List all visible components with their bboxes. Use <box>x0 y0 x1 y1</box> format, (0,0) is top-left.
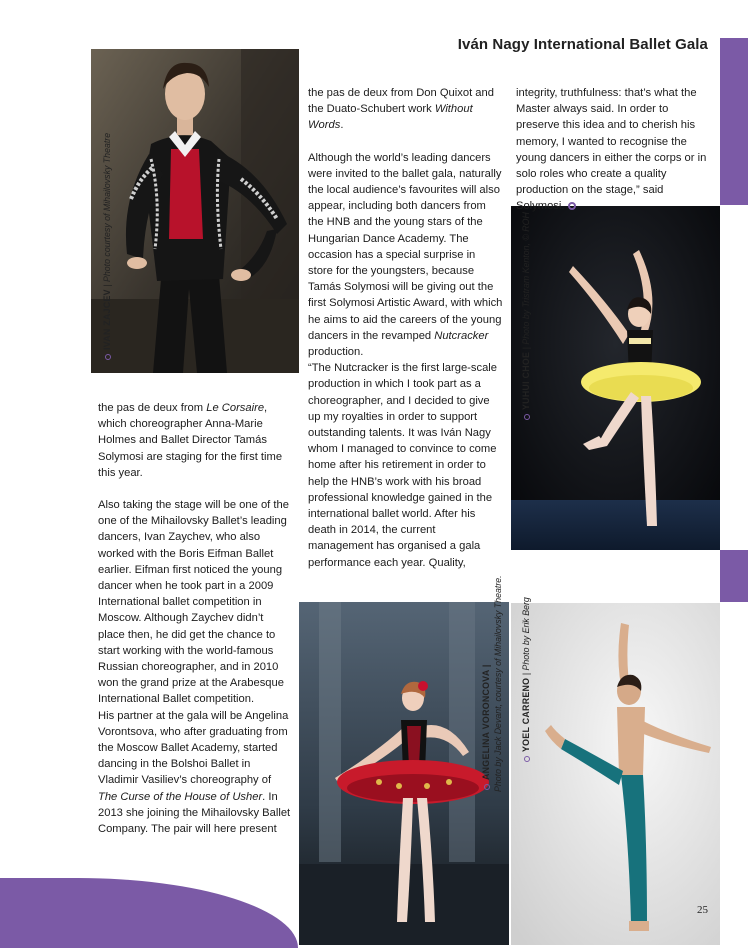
photo-yuhui-choe <box>511 206 720 550</box>
caption-name: IVAN ZAJCEV <box>102 289 112 350</box>
text-span: the pas de deux from Don Quixot and the Duato-Schubert work <box>308 87 494 116</box>
caption-credit: | Photo courtesy of Mihailovsky Theatre <box>102 132 112 290</box>
caption-angelina-credit <box>493 575 504 792</box>
yuhui-choe-illustration <box>511 206 720 550</box>
col1-paragraph-2: Also taking the stage will be one of the one of the Mihailovsky Ballet’s leading dancers, Ivan Zaychev, who also worked with the Boris Eifman Ballet earlier. Eifman first noticed the young dancer when he took part in a 2009 International ballet competition in Moscow. Although Zaychev didn’t place then, he did get the chance to start working with the world-famous Russian choreographer, and in 2010 won the grand prize at the Arabesque International Ballet competition. <box>98 499 289 706</box>
angelina-voroncova-illustration <box>299 602 509 945</box>
accent-bar-top <box>720 38 748 205</box>
text-span: production. <box>308 346 364 359</box>
text-italic: Le Corsaire <box>206 402 265 414</box>
text-span: integrity, truthfulness: that’s what the Master always said. In order to preserve this idea and to cherish his memory, I wanted to recognise the young dancers in either the corps or in solo roles who create a quality production on the stage,” said Solymosi. <box>516 87 707 213</box>
col1-paragraph-3 <box>98 708 291 838</box>
text-italic: Without Words <box>308 103 473 132</box>
col2-paragraph-2 <box>308 150 503 361</box>
col2-paragraph-3: “The Nutcracker is the first large-scale production in which I took part as a choreographer, and I decided to give up my royalties in order to support outstanding talents. It was Iván Nagy whom I managed to convince to come home after his retirement in order to help the HNB’s work with his broad professional knowledge gained in the international ballet world. After his death in 2014, the current management has organised a gala performance each year. Quality, <box>308 362 498 569</box>
yoel-carreno-illustration <box>511 603 720 945</box>
article-column-2 <box>308 85 503 571</box>
text-span: the pas de deux from <box>98 402 207 414</box>
caption-bullet-icon <box>524 414 530 420</box>
page-number: 25 <box>697 904 708 916</box>
text-span: . <box>340 119 344 132</box>
caption-name: ANGELINA VORONCOVA | <box>481 664 491 780</box>
photo-angelina-voroncova <box>299 602 509 945</box>
text-italic: Nutcracker <box>434 329 489 342</box>
accent-corner-shape <box>0 878 298 948</box>
caption-angelina-voroncova <box>481 664 492 790</box>
caption-credit: | Photo by Erik Berg <box>521 597 531 678</box>
caption-bullet-icon <box>105 354 111 360</box>
caption-yuhui-choe <box>521 212 532 420</box>
caption-name: YUHUI CHOE <box>521 351 531 410</box>
photo-yoel-carreno <box>511 603 720 945</box>
text-span: . In 2013 she joining the Mihailovsky Ballet Company. The pair will here present <box>98 790 291 836</box>
caption-ivan-zajcev <box>102 133 113 360</box>
article-column-1 <box>98 400 291 837</box>
article-column-3 <box>516 85 714 215</box>
photo-ivan-zajcev <box>91 49 299 373</box>
end-of-article-icon <box>568 202 576 210</box>
col1-paragraph-1 <box>98 400 291 481</box>
caption-credit: | Photo by Tristram Kenton, © ROH <box>521 212 531 352</box>
text-italic: The Curse of the House of Usher <box>98 790 263 803</box>
col3-paragraph-1 <box>516 85 714 215</box>
text-span: His partner at the gala will be Angelina Vorontsova, who after graduating from the Moscow Ballet Academy, started dancing in the Bolshoi Ballet in Vladimir Vasiliev’s choreography of <box>98 709 289 787</box>
text-span: , which choreographer Anna-Marie Holmes and Ballet Director Tamás Solymosi are staging for the first time this year. <box>98 402 283 479</box>
caption-credit: Photo by Jack Devant, courtesy of Mihailovsky Theatre. <box>493 575 503 792</box>
page-header-title: Iván Nagy International Ballet Gala <box>457 36 708 53</box>
accent-bar-middle <box>720 550 748 602</box>
ivan-zajcev-illustration <box>91 49 299 373</box>
col2-paragraph-1 <box>308 85 503 134</box>
caption-name: YOEL CARRENO <box>521 677 531 752</box>
caption-bullet-icon <box>524 756 530 762</box>
caption-bullet-icon <box>484 784 490 790</box>
caption-yoel-carreno <box>521 597 532 762</box>
text-span: Although the world’s leading dancers were invited to the ballet gala, naturally the local audience’s favourites will also appear, including both dancers from the HNB and the young stars of the Hungarian Dance Academy. The occasion has a special surprise in store for the youngsters, because Tamás Solymosi will be giving out the first Solymosi Artistic Award, with which he aims to aid the careers of the young dancers in the revamped <box>308 151 503 342</box>
